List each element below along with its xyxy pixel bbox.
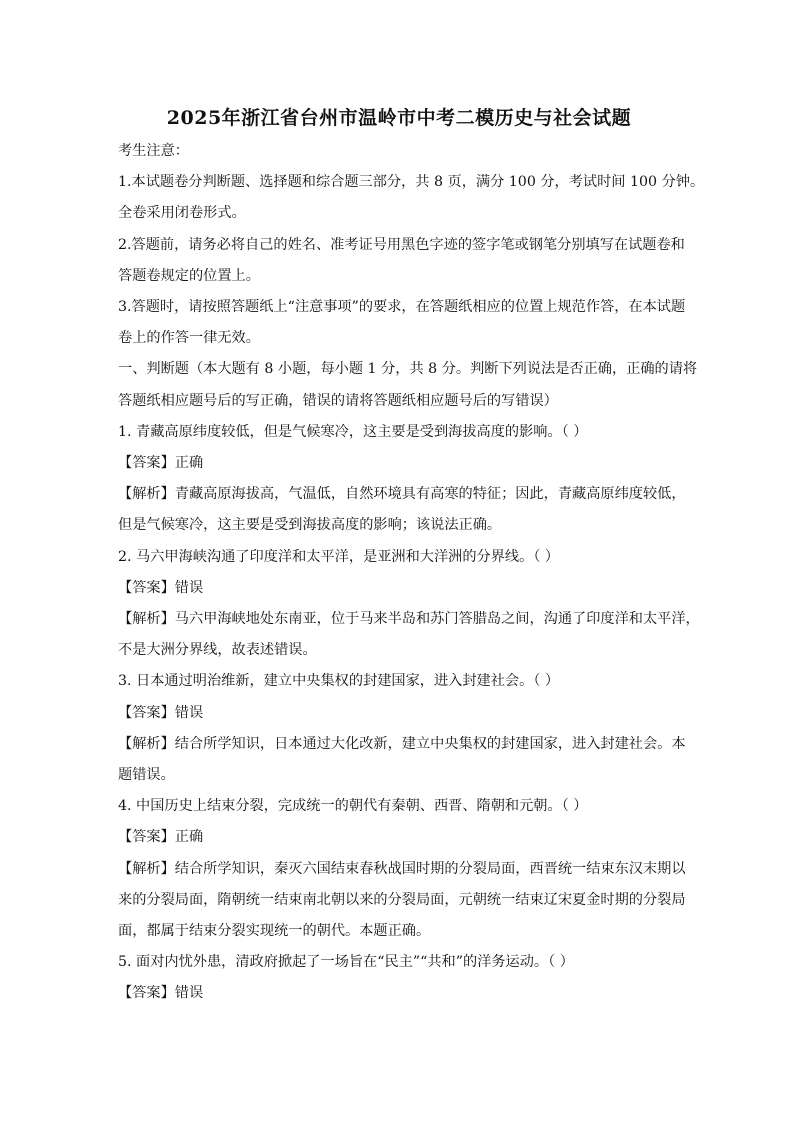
analysis-1-line-2: 但是气候寒冷，这主要是受到海拔高度的影响；该说法正确。 (118, 517, 502, 534)
analysis-4-line-3: 面，都属于结束分裂实现统一的朝代。本题正确。 (118, 923, 431, 940)
analysis-1-line-1: 【解析】青藏高原海拔高，气温低，自然环境具有高寒的特征；因此，青藏高原纬度较低， (118, 486, 686, 503)
analysis-2-line-2: 不是大洲分界线，故表述错误。 (118, 642, 317, 659)
answer-2: 【答案】错误 (118, 579, 204, 596)
note-3-line-2: 卷上的作答一律无效。 (118, 330, 260, 347)
analysis-4-line-1: 【解析】结合所学知识，秦灭六国结束春秋战国时期的分裂局面，西晋统一结束东汉末期以 (118, 860, 686, 877)
note-2-line-1: 2.答题前，请务必将自己的姓名、准考证号用黑色字迹的签字笔或钢笔分别填写在试题卷和 (118, 236, 685, 253)
note-1-line-2: 全卷采用闭卷形式。 (118, 205, 246, 222)
question-5: 5. 面对内忧外患，清政府掀起了一场旨在“民主”“共和”的洋务运动。（ ） (118, 954, 574, 971)
question-4: 4. 中国历史上结束分裂，完成统一的朝代有秦朝、西晋、隋朝和元朝。（ ） (118, 798, 588, 815)
notes-heading: 考生注意： (118, 143, 189, 159)
note-3-line-1: 3.答题时，请按照答题纸上“注意事项”的要求，在答题纸相应的位置上规范作答，在本试题 (118, 299, 686, 316)
answer-4: 【答案】正确 (118, 829, 204, 846)
question-1: 1. 青藏高原纬度较低，但是气候寒冷，这主要是受到海拔高度的影响。（ ） (118, 423, 588, 440)
analysis-3-line-2: 题错误。 (118, 767, 175, 784)
answer-1: 【答案】正确 (118, 455, 204, 472)
question-3: 3. 日本通过明治维新，建立中央集权的封建国家，进入封建社会。（ ） (118, 673, 560, 690)
note-2-line-2: 答题卷规定的位置上。 (118, 267, 260, 284)
answer-3: 【答案】错误 (118, 704, 204, 721)
analysis-2-line-1: 【解析】马六甲海峡地处东南亚，位于马来半岛和苏门答腊岛之间，沟通了印度洋和太平洋， (118, 611, 700, 628)
answer-5: 【答案】错误 (118, 985, 204, 1002)
question-2: 2. 马六甲海峡沟通了印度洋和太平洋，是亚洲和大洋洲的分界线。（ ） (118, 548, 560, 565)
note-1-line-1: 1.本试题卷分判断题、选择题和综合题三部分，共 8 页，满分 100 分，考试时间 100 分钟。 (118, 174, 705, 191)
analysis-4-line-2: 来的分裂局面，隋朝统一结束南北朝以来的分裂局面，元朝统一结束辽宋夏金时期的分裂局 (118, 891, 686, 908)
analysis-3-line-1: 【解析】结合所学知识，日本通过大化改新，建立中央集权的封建国家，进入封建社会。本 (118, 735, 686, 752)
section-1-heading-line-2: 答题纸相应题号后的写正确，错误的请将答题纸相应题号后的写错误） (118, 392, 558, 409)
page-title: 2025年浙江省台州市温岭市中考二模历史与社会试题 (166, 107, 632, 129)
section-1-heading-line-1: 一、判断题（本大题有 8 小题，每小题 1 分，共 8 分。判断下列说法是否正确，正确的请将 (118, 361, 698, 378)
